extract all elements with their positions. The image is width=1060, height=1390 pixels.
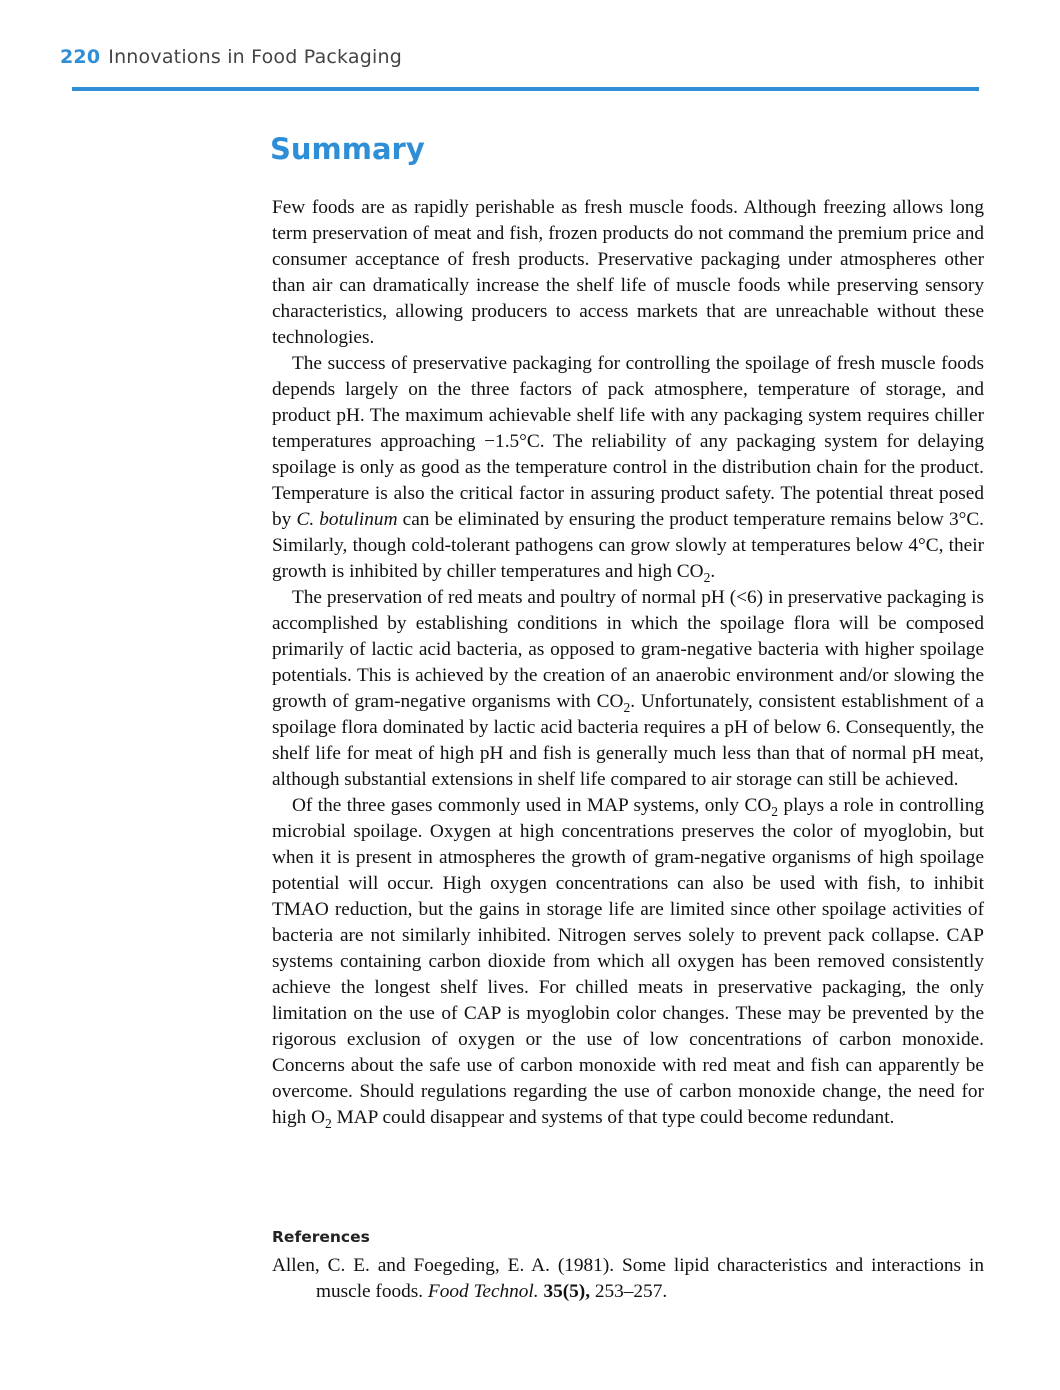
body-paragraph: The success of preservative packaging for controlling the spoilage of fresh muscle foods depends largely on the three factors of pack atmosphere, temperature of storage, and product pH. The maximum achievable shelf life with any packaging system requires chiller temperatures approaching −1.5°C. The reliability of any packaging system for delaying spoilage is only as good as the temperature control in the distribution chain for the product. Temperature is also the critical factor in assuring product safety. The potential threat posed by C. botulinum can be eliminated by ensuring the product temperature remains below 3°C. Similarly, though cold-tolerant pathogens can grow slowly at temperatures below 4°C, their growth is inhibited by chiller temperatures and high $CO_2$.: [272, 353, 985, 585]
body-paragraph: Few foods are as rapidly perishable as fresh muscle foods. Although freezing allows long term preservation of meat and fish, frozen products do not command the premium price and consumer acceptance of fresh products. Preservative packaging under atmospheres other than air can dramatically increase the shelf life of muscle foods while preserving sensory characteristics, allowing producers to access markets that are unreachable without these technologies.: [272, 197, 984, 348]
running-head: [60, 46, 402, 68]
body-paragraph: The preservation of red meats and poultry of normal pH (<6) in preservative packaging is accomplished by establishing conditions in which the spoilage flora will be composed primarily of lactic acid bacteria, as opposed to gram-negative bacteria with higher spoilage potentials. This is achieved by the creation of an anaerobic environment and/or slowing the growth of gram-negative organisms with $CO_2$. Unfortunately, consistent establishment of a spoilage flora dominated by lactic acid bacteria requires a pH of below 6. Consequently, the shelf life for meat of high pH and fish is generally much less than that of normal pH meat, although substantial extensions in shelf life compared to air storage can still be achieved.: [272, 587, 984, 790]
page-number: 220: [60, 46, 101, 68]
reference-entry: Allen, C. E. and Foegeding, E. A. (1981). Some lipid characteristics and interactions in muscle foods. Food Technol. 35(5), 253–257.: [272, 1255, 984, 1302]
references-heading: References: [272, 1228, 370, 1246]
reference-list: [272, 1253, 984, 1305]
book-title: Innovations in Food Packaging: [108, 46, 403, 68]
header-rule: [72, 87, 979, 91]
body-text: [272, 195, 984, 1131]
body-paragraph: Of the three gases commonly used in MAP systems, only $CO_2$ plays a role in controlling microbial spoilage. Oxygen at high concentrations preserves the color of myoglobin, but when it is present in atmospheres the growth of gram-negative organisms of high spoilage potential will occur. High oxygen concentrations can also be used with fish, to inhibit TMAO reduction, but the gains in storage life are limited since other spoilage activities of bacteria are not similarly inhibited. Nitrogen serves solely to prevent pack collapse. CAP systems containing carbon dioxide from which all oxygen has been removed consistently achieve the longest shelf lives. For chilled meats in preservative packaging, the only limitation on the use of CAP is myoglobin color changes. These may be prevented by the rigorous exclusion of oxygen or the use of low concentrations of carbon monoxide. Concerns about the safe use of carbon monoxide with red meat and fish can apparently be overcome. Should regulations regarding the use of carbon monoxide change, the need for high $O_2$ MAP could disappear and systems of that type could become redundant.: [272, 795, 984, 1131]
section-title: Summary: [270, 132, 425, 166]
